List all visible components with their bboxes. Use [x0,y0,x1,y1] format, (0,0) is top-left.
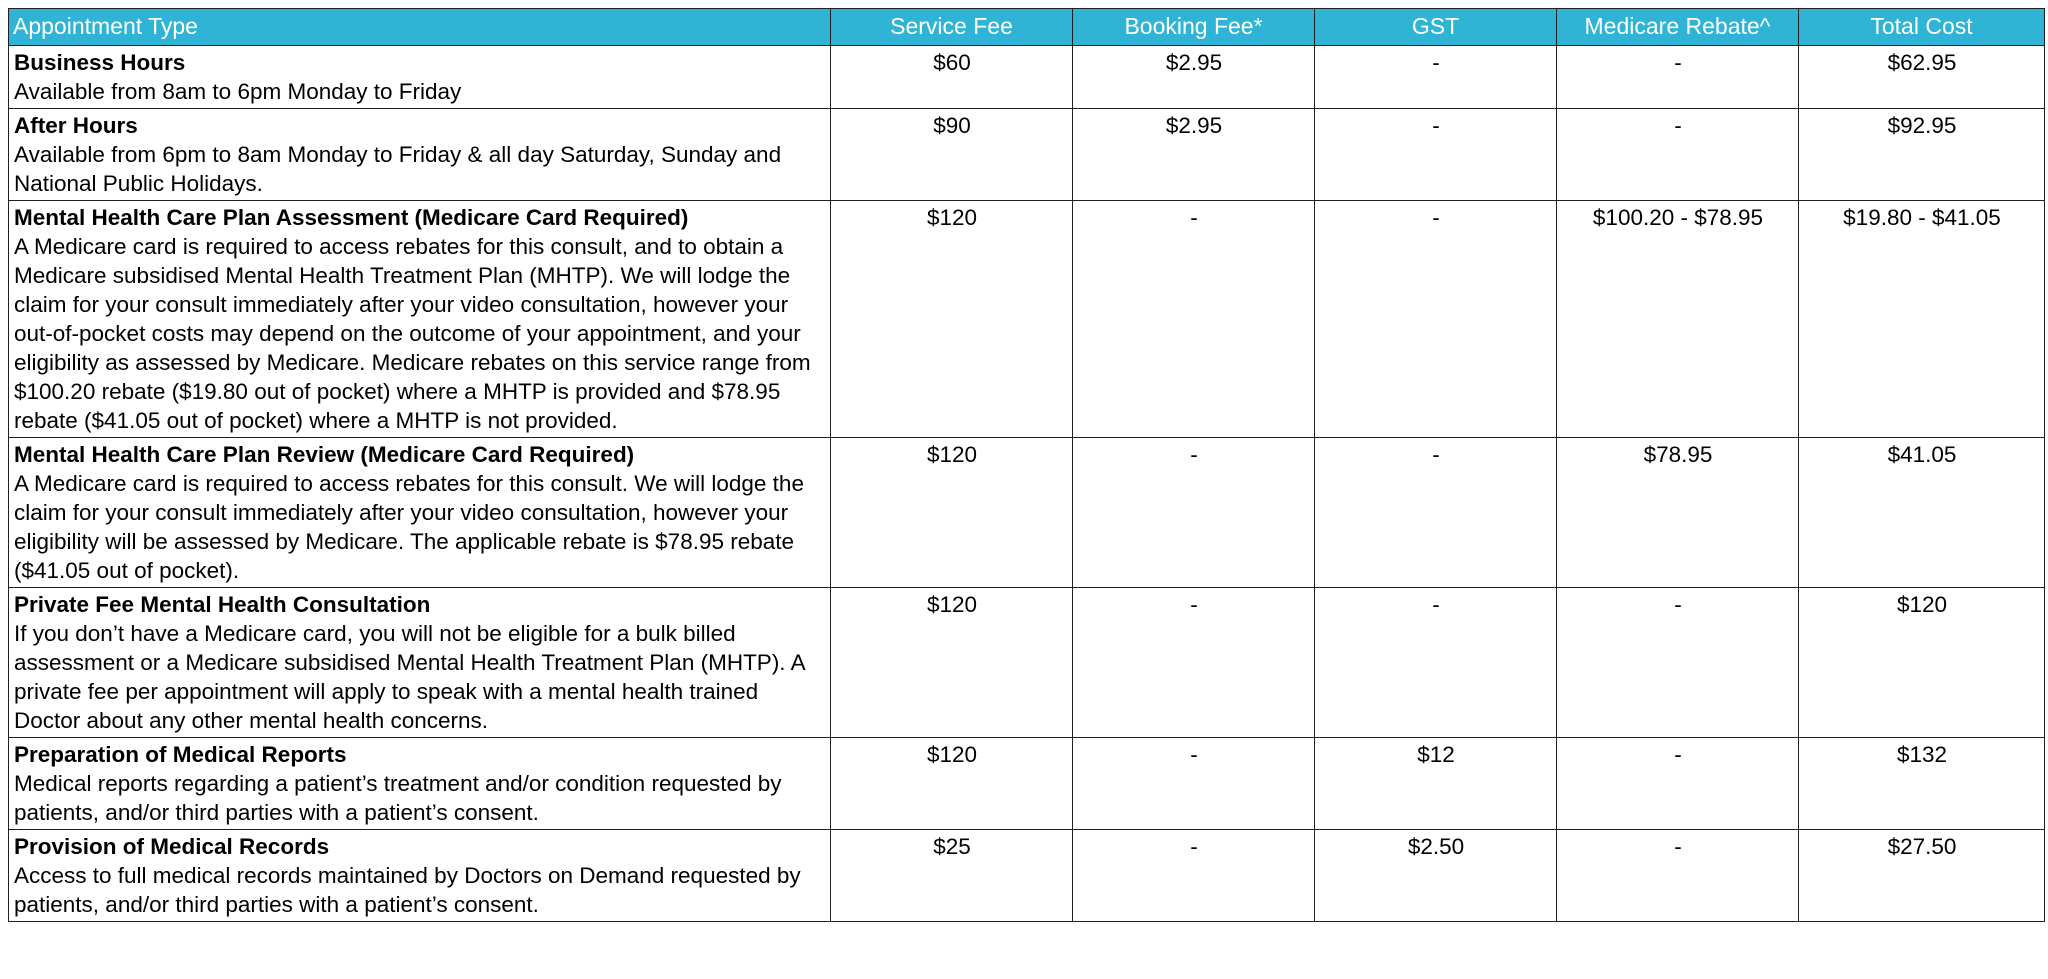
table-row [9,201,2045,438]
total-cost-cell: $62.95 [1799,46,2045,109]
header-gst: GST [1315,9,1557,46]
table-row [9,46,2045,109]
total-cost-cell: $19.80 - $41.05 [1799,201,2045,438]
gst-cell: - [1315,588,1557,738]
fee-table [8,8,2045,922]
appointment-title: Mental Health Care Plan Review (Medicare Card Required) [14,442,635,467]
header-service-fee: Service Fee [831,9,1073,46]
appointment-title: Business Hours [14,50,186,75]
booking-fee-cell: - [1073,588,1315,738]
service-fee-cell: $120 [831,438,1073,588]
gst-cell: $2.50 [1315,830,1557,922]
medicare-rebate-cell: - [1557,830,1799,922]
header-booking-fee: Booking Fee* [1073,9,1315,46]
table-row [9,438,2045,588]
appointment-title: Provision of Medical Records [14,834,330,859]
appointment-type-cell [9,738,831,830]
booking-fee-cell: - [1073,830,1315,922]
gst-cell: - [1315,438,1557,588]
service-fee-cell: $60 [831,46,1073,109]
gst-cell: - [1315,46,1557,109]
appointment-type-cell [9,830,831,922]
appointment-type-cell [9,588,831,738]
total-cost-cell: $41.05 [1799,438,2045,588]
header-medicare-rebate: Medicare Rebate^ [1557,9,1799,46]
service-fee-cell: $120 [831,201,1073,438]
appointment-title: Private Fee Mental Health Consultation [14,592,431,617]
service-fee-cell: $120 [831,738,1073,830]
service-fee-cell: $25 [831,830,1073,922]
appointment-description: If you don’t have a Medicare card, you will not be eligible for a bulk billed assessment or a Medicare subsidised Mental Health Treatment Plan (MHTP). A private fee per appointment will apply to speak with a mental health trained Doctor about any other mental health concerns. [14,621,805,733]
appointment-description: Available from 6pm to 8am Monday to Friday & all day Saturday, Sunday and National Public Holidays. [14,142,782,196]
appointment-description: Medical reports regarding a patient’s treatment and/or condition requested by patients, and/or third parties with a patient’s consent. [14,771,782,825]
appointment-type-cell [9,46,831,109]
service-fee-cell: $120 [831,588,1073,738]
booking-fee-cell: $2.95 [1073,46,1315,109]
appointment-description: A Medicare card is required to access rebates for this consult. We will lodge the claim for your consult immediately after your video consultation, however your eligibility will be assessed by Medicare. The applicable rebate is $78.95 rebate ($41.05 out of pocket). [14,471,804,583]
medicare-rebate-cell: - [1557,588,1799,738]
medicare-rebate-cell: $78.95 [1557,438,1799,588]
medicare-rebate-cell: $100.20 - $78.95 [1557,201,1799,438]
fee-table-container [8,8,2045,922]
table-header-row [9,9,2045,46]
service-fee-cell: $90 [831,109,1073,201]
appointment-description: Access to full medical records maintained by Doctors on Demand requested by patients, and/or third parties with a patient’s consent. [14,863,801,917]
total-cost-cell: $120 [1799,588,2045,738]
appointment-type-cell [9,201,831,438]
header-total-cost: Total Cost [1799,9,2045,46]
total-cost-cell: $27.50 [1799,830,2045,922]
gst-cell: - [1315,109,1557,201]
booking-fee-cell: - [1073,738,1315,830]
booking-fee-cell: $2.95 [1073,109,1315,201]
gst-cell: - [1315,201,1557,438]
appointment-description: A Medicare card is required to access rebates for this consult, and to obtain a Medicare subsidised Mental Health Treatment Plan (MHTP). We will lodge the claim for your consult immediately after your video consultation, however your out-of-pocket costs may depend on the outcome of your appointment, and your eligibility as assessed by Medicare. Medicare rebates on this service range from $100.20 rebate ($19.80 out of pocket) where a MHTP is provided and $78.95 rebate ($41.05 out of pocket) where a MHTP is not provided. [14,234,811,433]
appointment-title: After Hours [14,113,138,138]
appointment-description: Available from 8am to 6pm Monday to Friday [14,79,462,104]
header-appointment-type: Appointment Type [9,9,831,46]
gst-cell: $12 [1315,738,1557,830]
total-cost-cell: $92.95 [1799,109,2045,201]
table-row [9,109,2045,201]
total-cost-cell: $132 [1799,738,2045,830]
medicare-rebate-cell: - [1557,109,1799,201]
appointment-title: Mental Health Care Plan Assessment (Medicare Card Required) [14,205,689,230]
appointment-title: Preparation of Medical Reports [14,742,347,767]
appointment-type-cell [9,438,831,588]
booking-fee-cell: - [1073,201,1315,438]
medicare-rebate-cell: - [1557,46,1799,109]
table-row [9,830,2045,922]
medicare-rebate-cell: - [1557,738,1799,830]
table-row [9,738,2045,830]
booking-fee-cell: - [1073,438,1315,588]
appointment-type-cell [9,109,831,201]
table-row [9,588,2045,738]
